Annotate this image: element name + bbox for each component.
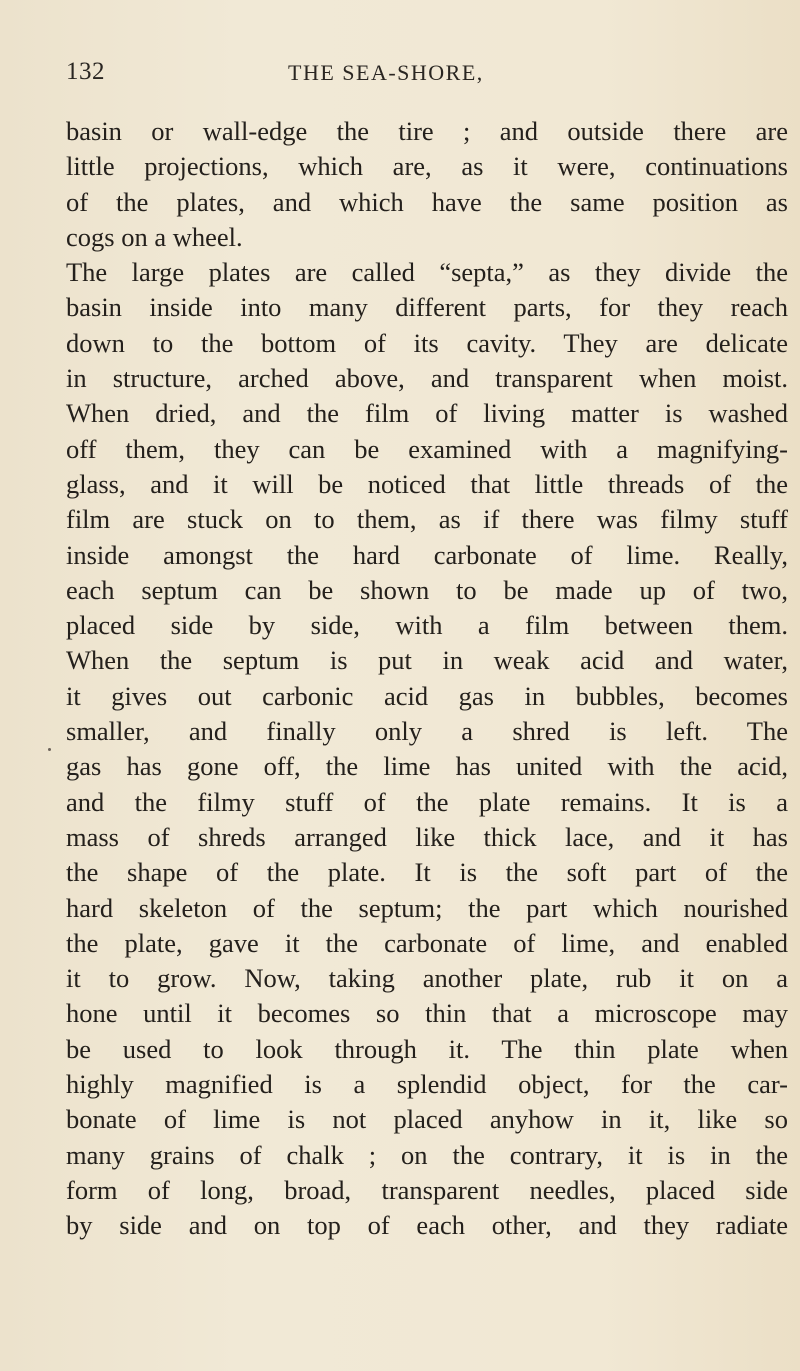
- text-line: When dried, and the film of living matter is washed: [66, 398, 788, 429]
- text-line: each septum can be shown to be made up of two,: [66, 574, 788, 605]
- text-line: in structure, arched above, and transparent when moist.: [66, 363, 788, 394]
- text-line: hone until it becomes so thin that a microscope may: [66, 998, 788, 1029]
- text-line: basin inside into many different parts, for they reach: [66, 292, 788, 323]
- text-line: bonate of lime is not placed anyhow in it, like so: [66, 1104, 788, 1135]
- text-line: be used to look through it. The thin plate when: [66, 1033, 788, 1064]
- text-line: little projections, which are, as it were, continuations: [66, 151, 788, 182]
- text-line: it to grow. Now, taking another plate, rub it on a: [66, 963, 788, 994]
- text-line: gas has gone off, the lime has united with the acid,: [66, 751, 788, 782]
- text-line: form of long, broad, transparent needles, placed side: [66, 1174, 788, 1205]
- page-header: [66, 58, 526, 94]
- text-line: highly magnified is a splendid object, for the car-: [66, 1069, 788, 1100]
- text-line: smaller, and finally only a shred is left. The: [66, 716, 788, 747]
- text-line: down to the bottom of its cavity. They are delicate: [66, 327, 788, 358]
- running-head: THE SEA-SHORE,: [288, 60, 484, 85]
- text-line: mass of shreds arranged like thick lace, and it has: [66, 821, 788, 852]
- text-line: glass, and it will be noticed that little threads of the: [66, 468, 788, 499]
- text-line: the plate, gave it the carbonate of lime, and enabled: [66, 927, 788, 958]
- text-line: basin or wall-edge the tire ; and outside there are: [66, 116, 788, 146]
- text-line: the shape of the plate. It is the soft part of the: [66, 857, 788, 888]
- text-line: The large plates are called “septa,” as they divide the: [66, 257, 788, 288]
- text-line: it gives out carbonic acid gas in bubbles, becomes: [66, 680, 788, 711]
- margin-speck: [48, 748, 51, 751]
- page-number: 132: [66, 58, 105, 85]
- text-line: film are stuck on to them, as if there was filmy stuff: [66, 504, 788, 535]
- body-text: [66, 114, 788, 1244]
- text-line: hard skeleton of the septum; the part which nourished: [66, 892, 788, 923]
- text-line: by side and on top of each other, and they radiate: [66, 1210, 788, 1241]
- text-line: inside amongst the hard carbonate of lime. Really,: [66, 539, 788, 570]
- text-line: cogs on a wheel.: [66, 221, 243, 252]
- text-line: and the filmy stuff of the plate remains. It is a: [66, 786, 788, 817]
- text-line: placed side by side, with a film between them.: [66, 610, 788, 641]
- text-line: of the plates, and which have the same position as: [66, 186, 788, 217]
- text-line: many grains of chalk ; on the contrary, it is in the: [66, 1139, 788, 1170]
- text-line: off them, they can be examined with a magnifying-: [66, 433, 788, 464]
- text-line: When the septum is put in weak acid and water,: [66, 645, 788, 676]
